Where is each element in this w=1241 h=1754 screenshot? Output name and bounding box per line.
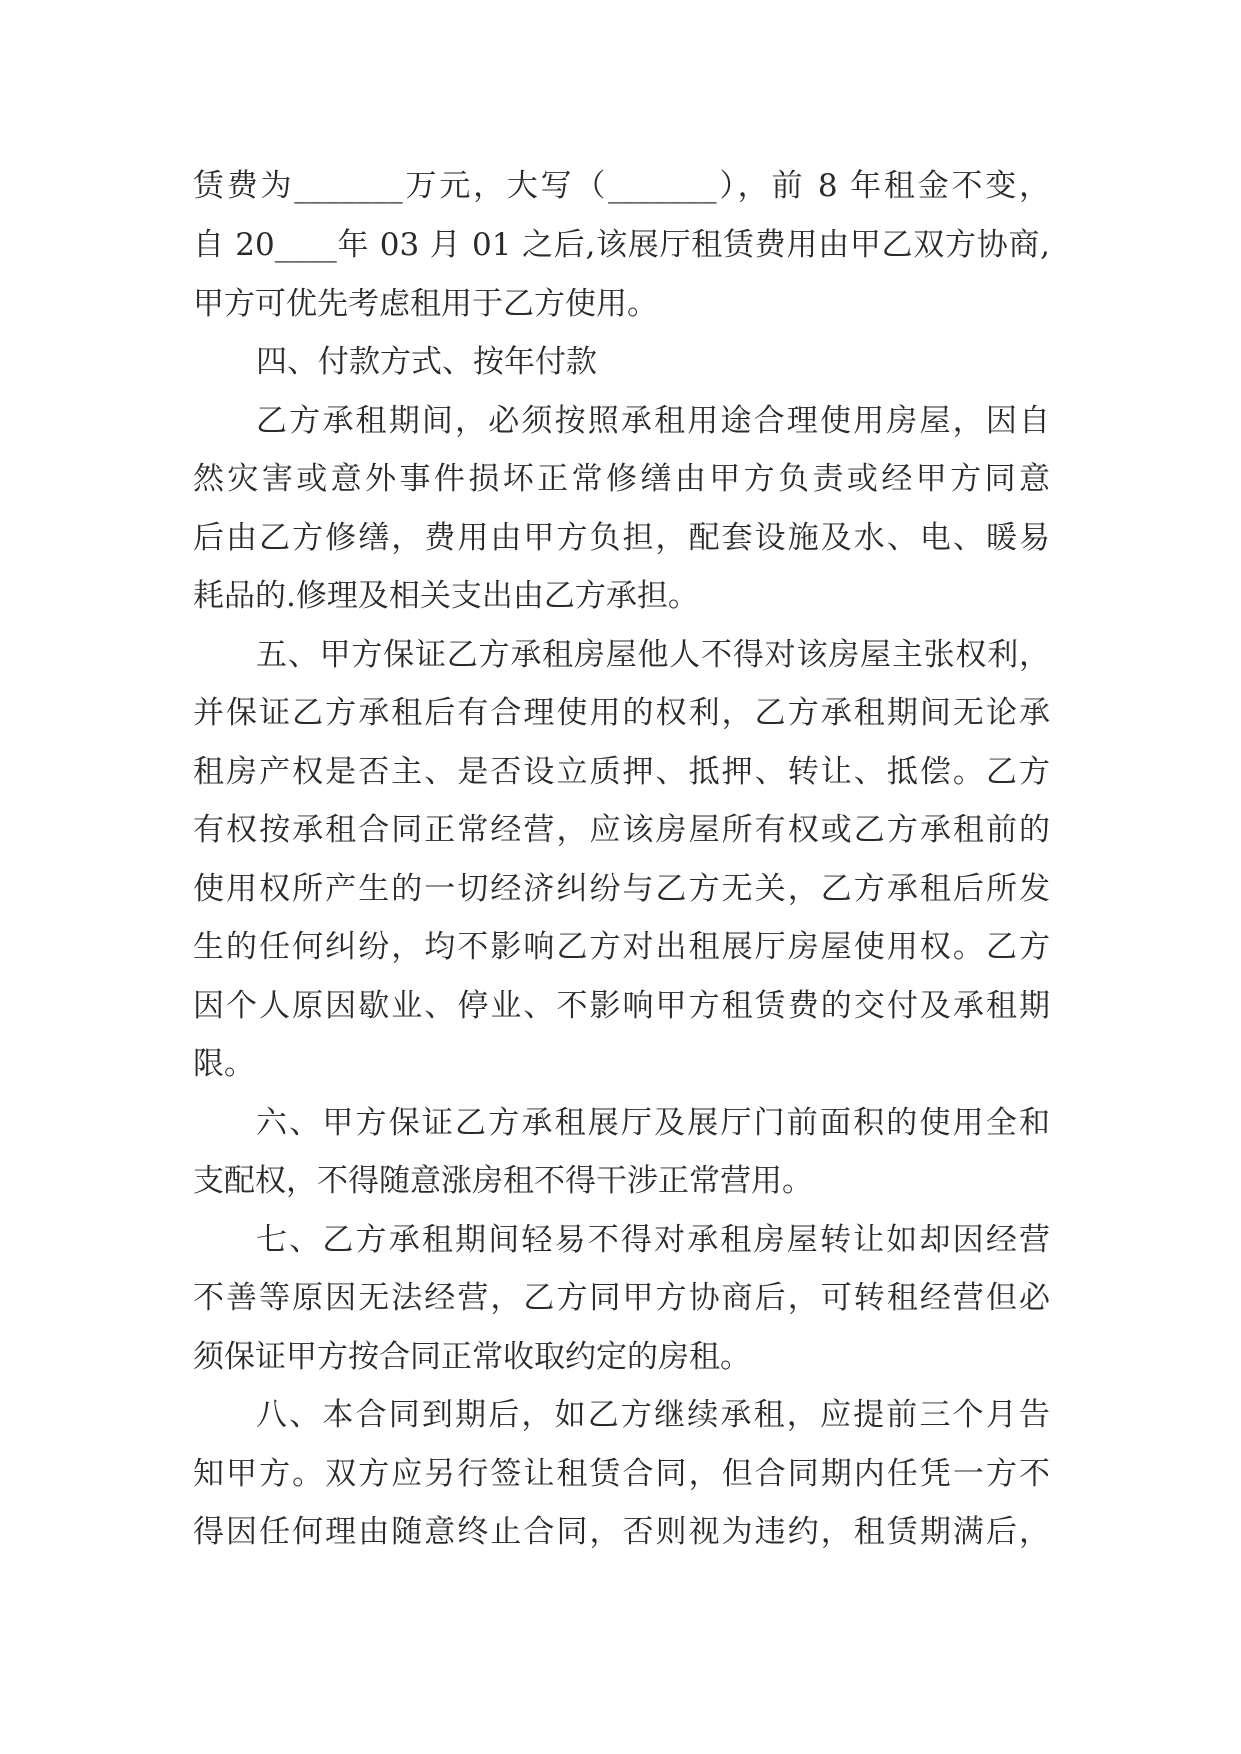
text-line: 四、付款方式、按年付款 xyxy=(256,344,597,380)
text-line: 使用权所产生的一切经济纠纷与乙方无关，乙方承租后所发 xyxy=(193,871,1050,907)
text-line: 知甲方。双方应另行签让租赁合同，但合同期内任凭一方不 xyxy=(193,1456,1050,1492)
text-line: 赁费为_______万元，大写（_______），前 8 年租金不变， xyxy=(193,168,1050,204)
text-line: 自 20____年 03 月 01 之后,该展厅租赁费用由甲乙双方协商, xyxy=(193,227,1050,263)
text-line: 六、甲方保证乙方承租展厅及展厅门前面积的使用全和 xyxy=(256,1105,1050,1141)
text-line: 有权按承租合同正常经营，应该房屋所有权或乙方承租前的 xyxy=(193,812,1050,848)
text-line: 五、甲方保证乙方承租房屋他人不得对该房屋主张权利， xyxy=(256,637,1050,673)
text-line: 不善等原因无法经营，乙方同甲方协商后，可转租经营但必 xyxy=(193,1280,1050,1316)
text-line: 后由乙方修缮，费用由甲方负担，配套设施及水、电、暖易 xyxy=(193,520,1050,556)
text-line: 耗品的.修理及相关支出由乙方承担。 xyxy=(193,578,699,614)
text-line: 乙方承租期间，必须按照承租用途合理使用房屋，因自 xyxy=(256,403,1050,439)
text-line: 支配权，不得随意涨房租不得干涉正常营用。 xyxy=(193,1163,813,1199)
text-line: 得因任何理由随意终止合同，否则视为违约，租赁期满后， xyxy=(193,1514,1050,1550)
text-line: 八、本合同到期后，如乙方继续承租，应提前三个月告 xyxy=(256,1397,1050,1433)
text-line: 并保证乙方承租后有合理使用的权利，乙方承租期间无论承 xyxy=(193,695,1050,731)
text-line: 七、乙方承租期间轻易不得对承租房屋转让如却因经营 xyxy=(256,1222,1050,1258)
text-line: 甲方可优先考虑租用于乙方使用。 xyxy=(193,286,658,322)
text-line: 然灾害或意外事件损坏正常修缮由甲方负责或经甲方同意 xyxy=(193,461,1050,497)
text-line: 租房产权是否主、是否设立质押、抵押、转让、抵偿。乙方 xyxy=(193,754,1050,790)
text-line: 须保证甲方按合同正常收取约定的房租。 xyxy=(193,1339,751,1375)
text-line: 限。 xyxy=(193,1046,255,1082)
text-line: 因个人原因歇业、停业、不影响甲方租赁费的交付及承租期 xyxy=(193,988,1050,1024)
text-line: 生的任何纠纷，均不影响乙方对出租展厅房屋使用权。乙方 xyxy=(193,929,1050,965)
